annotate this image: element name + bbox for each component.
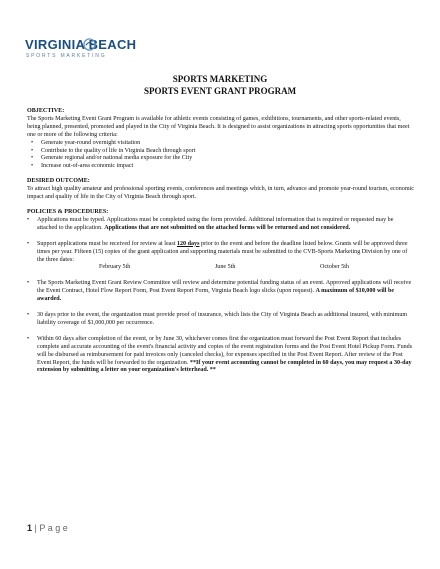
deadline-date: February 5th	[99, 264, 131, 271]
policy-text: 30 days prior to the event, the organization must provide proof of insurance, which lists the City of Virginia Beach as additional insured, with minimum liability coverage of $1,000,000 per occurrence.	[37, 312, 408, 326]
policy-bold-text: Applications that are not submitted on the attached forms will be returned and not considered.	[104, 224, 351, 231]
policy-item	[27, 217, 415, 233]
policy-text: The Sports Marketing Event Grant Review Committee will review and determine potential funding status of an event. Approved applications will receive the Event Contract, Hotel Flow Report Form, Post Event Report Form, Virginia Beach logo slicks (upon request).	[37, 280, 412, 295]
policy-item	[27, 336, 415, 376]
policy-text: Applications must be typed. Applications must be completed using the form provided. Additional information that is required or requested may be attached to the application.	[37, 216, 394, 231]
logo-subtitle: SPORTS MARKETING	[26, 53, 107, 59]
logo-wordmark: VIRGINIA BEACH	[25, 37, 137, 52]
policy-text: Within 60 days after completion of the event, or by June 30, whichever comes first the organization must forward the Post Event Report that includes complete and accurate accounting of the event's financial activity and copies of the event registration forms and the Post Event Hotel Pickup Form. Funds will be disbursed as reimbursement for paid invoices only (canceled checks), for expenses specified in the Post Event Report. After review of the Post Event Report, the funds will be forwarded to the organization.	[37, 335, 413, 366]
objective-heading: OBJECTIVE:	[27, 108, 65, 114]
document-title	[0, 73, 440, 97]
criteria-item: • Contribute to the quality of life in Virginia Beach through sport	[41, 148, 415, 156]
deadline-days: 120 days	[176, 240, 200, 247]
document-body	[27, 108, 415, 383]
footer-separator: |	[32, 523, 40, 533]
objective-paragraph: The Sports Marketing Event Grant Program is available for athletic events consisting of games, exhibitions, tournaments, and other sports-related events, being planned, presented, promoted and played in the City of Virginia Beach. It is designed to assist organizations in attracting sports opportunities that meet one or more of the following criteria:	[27, 115, 410, 138]
page-label: P a g e	[39, 523, 68, 533]
page-number: 1	[27, 523, 33, 533]
criteria-item: • Generate regional and/or national media exposure for the City	[41, 155, 415, 163]
title-line-2: SPORTS EVENT GRANT PROGRAM	[143, 86, 297, 96]
title-line-1: SPORTS MARKETING	[172, 74, 268, 84]
criteria-item: • Increase out-of-area economic impact	[41, 163, 415, 171]
policy-item	[27, 312, 415, 328]
deadline-date: June 5th	[214, 264, 236, 271]
policies-heading: POLICIES & PROCEDURES:	[27, 208, 109, 215]
policy-item	[27, 280, 415, 304]
shell-icon	[83, 38, 96, 51]
criteria-list	[27, 140, 415, 172]
desired-outcome-heading: DESIRED OUTCOME:	[27, 178, 90, 185]
policy-text: Support applications must be received for review at least	[37, 240, 176, 247]
virginia-beach-logo	[25, 37, 135, 65]
desired-outcome-text: To attract high quality amateur and professional sporting events, conferences and meetings which, in turn, advance and promote year-round tourism, economic impact and quality of life in the City of Virginia Beach through sport.	[27, 186, 414, 201]
policy-text: prior to the event and before the deadline listed below. Grants will be approved three times per year. Fifteen (15) copies of the grant application and supporting materials must be submitted to the CVB-Sports Marketing Division by one of the three dates:	[37, 240, 408, 263]
policy-item	[27, 241, 415, 273]
policy-bold-text: A maximum of $10,000 will be awarded.	[37, 288, 395, 303]
deadline-date: October 5th	[320, 264, 349, 271]
deadline-dates	[37, 264, 349, 272]
page-footer	[27, 523, 68, 533]
policy-bold-text: **If your event accounting cannot be completed in 60 days, you may request a 30-day extension by submitting a letter on your organization's letterhead. **	[37, 359, 412, 374]
criteria-item: • Generate year-round overnight visitation	[41, 140, 415, 148]
